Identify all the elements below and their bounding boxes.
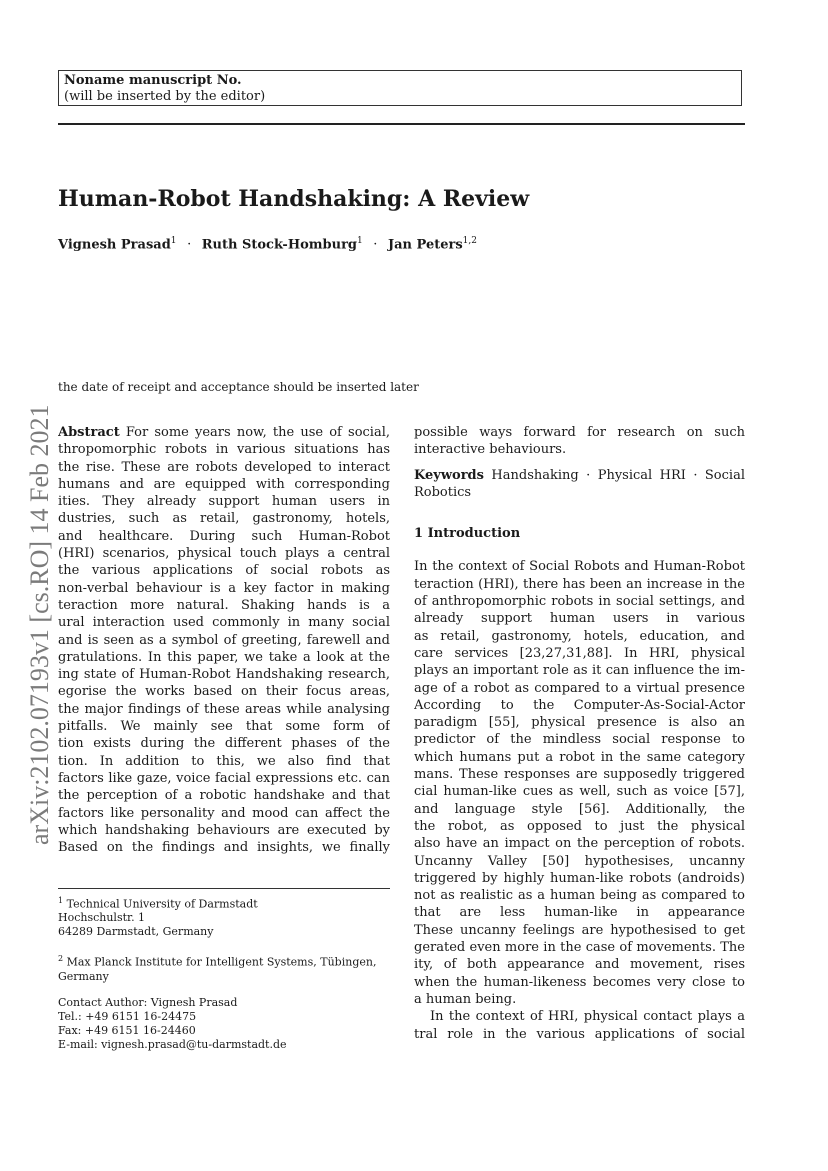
- intro-line: paradigm [55], physical presence is also an: [414, 715, 745, 731]
- abstract-line: Abstract For some years now, the use of social,: [58, 425, 390, 440]
- abstract-line: teraction more natural. Shaking hands is a: [58, 597, 390, 613]
- abstract-line: tion exists during the different phases of the: [58, 736, 390, 752]
- intro-line: According to the Computer-As-Social-Actor: [414, 697, 745, 713]
- intro-line: age of a robot as compared to a virtual presence: [414, 680, 745, 696]
- intro-line: cial human-like cues as well, such as voice [57],: [414, 784, 745, 800]
- abstract-line: the major findings of these areas while analysing: [58, 701, 390, 717]
- abstract-line: the various applications of social robots as: [58, 563, 390, 579]
- intro-line: which humans put a robot in the same category: [414, 749, 745, 765]
- keywords-list: Handshaking · Physical HRI · Social: [491, 467, 745, 483]
- abstract-line: gratulations. In this paper, we take a look at the: [58, 649, 390, 665]
- abstract-line: pitfalls. We mainly see that some form of: [58, 719, 390, 735]
- intro-line: and language style [56]. Additionally, the: [414, 801, 745, 817]
- intro-paragraph-2: [414, 1008, 745, 1043]
- keywords: [414, 467, 745, 502]
- intro-line: triggered by highly human-like robots (androids): [414, 870, 745, 886]
- abstract-line: factors like gaze, voice facial expressions etc. can: [58, 770, 390, 786]
- intro-line: not as realistic as a human being as compared to: [414, 888, 745, 904]
- right-column: [414, 424, 745, 1043]
- intro-line: gerated even more in the case of movements. The: [414, 940, 745, 956]
- abstract-line: ing state of Human-Robot Handshaking research,: [58, 667, 390, 683]
- intro-line: In the context of Social Robots and Human-Robot: [414, 559, 745, 575]
- abstract-line: dustries, such as retail, gastronomy, hotels,: [58, 511, 390, 527]
- intro-line: also have an impact on the perception of robots.: [414, 836, 745, 852]
- footnotes: [58, 894, 390, 1051]
- author-affiliation: 1: [170, 236, 177, 246]
- footnote-affiliation-2: $^2$ Max Planck Institute for Intelligent Systems, Tübingen, Germany: [58, 954, 377, 983]
- intro-line: already support human users in various: [414, 611, 745, 627]
- abstract-line: (HRI) scenarios, physical touch plays a central: [58, 546, 390, 562]
- abstract-line: ities. They already support human users in: [58, 494, 390, 510]
- abstract-line: and is seen as a symbol of greeting, farewell and: [58, 632, 390, 648]
- intro-line: a human being.: [414, 991, 517, 1007]
- footnote-affiliation-1: $^1$ Technical University of Darmstadt Hochschulstr. 1 64289 Darmstadt, Germany: [58, 896, 258, 939]
- abstract-line: which handshaking behaviours are executed by: [58, 822, 390, 838]
- intro-line: predictor of the mindless social response to: [414, 732, 745, 748]
- abstract-line: the rise. These are robots developed to interact: [58, 459, 390, 475]
- intro-paragraph: [414, 558, 745, 1008]
- keywords-list: Robotics: [414, 484, 472, 500]
- abstract-line: Based on the findings and insights, we finally: [58, 840, 390, 856]
- intro-line: tral role in the various applications of social: [414, 1026, 745, 1042]
- manuscript-box: [58, 70, 742, 106]
- abstract-line: non-verbal behaviour is a key factor in making: [58, 580, 390, 596]
- author-name: Ruth Stock-Homburg: [201, 237, 358, 253]
- intro-line: that are less human-like in appearance: [414, 905, 745, 921]
- author-name: Vignesh Prasad: [58, 237, 171, 253]
- abstract-heading: Abstract: [58, 425, 120, 440]
- abstract-line: humans and are equipped with corresponding: [58, 476, 390, 492]
- author-list: [58, 236, 477, 252]
- intro-line: mans. These responses are supposedly triggered: [414, 767, 745, 783]
- intro-line: teraction (HRI), there has been an increase in the: [414, 576, 745, 592]
- author-separator: ·: [373, 237, 378, 253]
- intro-line: These uncanny feelings are hypothesised to get: [414, 922, 745, 938]
- intro-line: care services [23,27,31,88]. In HRI, physical: [414, 645, 745, 661]
- abstract-line: thropomorphic robots in various situations has: [58, 442, 390, 458]
- abstract-line: the perception of a robotic handshake and that: [58, 788, 390, 804]
- intro-line: the robot, as opposed to just the physical: [414, 818, 745, 834]
- abstract: [58, 424, 390, 856]
- abstract-line: tion. In addition to this, we also find that: [58, 753, 390, 769]
- intro-line: Uncanny Valley [50] hypothesises, uncanny: [414, 853, 745, 869]
- author-separator: ·: [187, 237, 192, 253]
- abstract-line: egorise the works based on their focus areas,: [58, 684, 390, 700]
- abstract-line: possible ways forward for research on such: [414, 425, 745, 440]
- paper-title: Human-Robot Handshaking: A Review: [58, 186, 530, 212]
- abstract-line: factors like personality and mood can affect the: [58, 805, 390, 821]
- footnote-rule: [58, 888, 390, 889]
- manuscript-label: Noname manuscript No.: [64, 73, 242, 88]
- intro-line: of anthropomorphic robots in social settings, and: [414, 594, 745, 610]
- intro-line: plays an important role as it can influence the im-: [414, 663, 745, 679]
- section-heading: 1 Introduction: [414, 526, 521, 542]
- contact-info: Contact Author: Vignesh Prasad Tel.: +49 6151 16-24475 Fax: +49 6151 16-24460 E-mail: vignesh.prasad@tu-darmstadt.de: [58, 996, 287, 1051]
- header-rule: [58, 123, 745, 125]
- author-name: Jan Peters: [387, 237, 463, 253]
- manuscript-note: (will be inserted by the editor): [64, 89, 266, 104]
- arxiv-stamp: arXiv:2102.07193v1 [cs.RO] 14 Feb 2021: [25, 404, 54, 845]
- intro-line: In the context of HRI, physical contact plays a: [430, 1009, 745, 1025]
- abstract-line: interactive behaviours.: [414, 442, 567, 458]
- abstract-line: and healthcare. During such Human-Robot: [58, 528, 390, 544]
- receipt-note: the date of receipt and acceptance should be inserted later: [58, 380, 419, 394]
- intro-line: when the human-likeness becomes very close to: [414, 974, 745, 990]
- intro-line: ity, of both appearance and movement, rises: [414, 957, 745, 973]
- author-affiliation: 1: [357, 236, 363, 246]
- author-affiliation: 1,2: [462, 236, 477, 246]
- intro-line: as retail, gastronomy, hotels, education, and: [414, 628, 745, 644]
- abstract-line: ural interaction used commonly in many social: [58, 615, 390, 631]
- keywords-heading: Keywords: [414, 467, 484, 483]
